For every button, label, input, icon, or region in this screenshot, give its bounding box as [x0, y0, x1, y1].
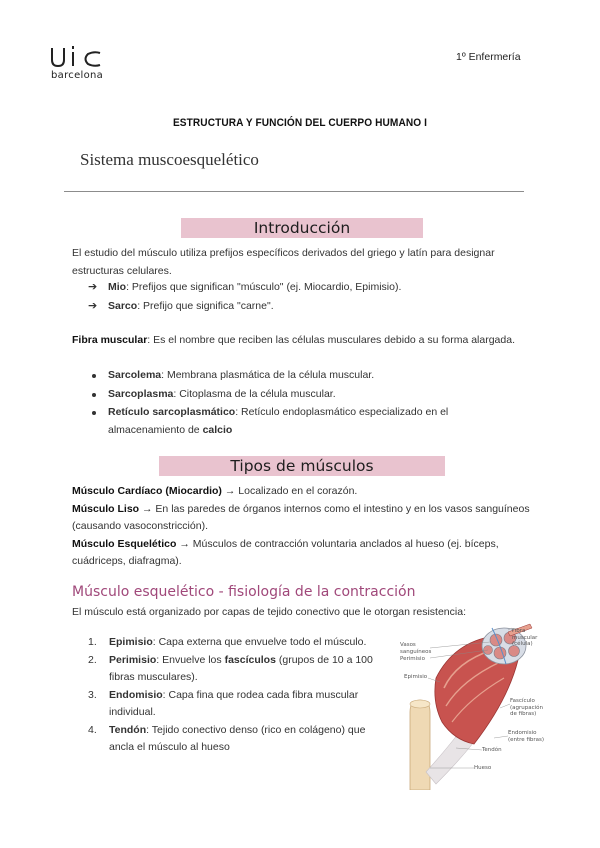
uic-logo-mark	[50, 44, 106, 68]
figure-label-epimisio: Epimisio	[404, 674, 428, 680]
list-item	[88, 297, 401, 316]
term: calcio	[202, 423, 233, 436]
skeletal-paragraph: El músculo está organizado por capas de tejido conectivo que le otorgan resistencia:	[72, 606, 466, 618]
figure-label-tendon: Tendón	[482, 747, 502, 753]
intro-paragraph: El estudio del músculo utiliza prefijos específicos derivados del griego y latín para designar estructuras celulares.	[72, 247, 495, 277]
layer-list	[88, 634, 388, 757]
section-band-introduccion	[181, 218, 423, 238]
item-number: 4.	[88, 723, 97, 736]
term: Músculo Cardíaco (Miocardio)	[72, 485, 222, 497]
term: fascículos	[224, 653, 276, 666]
definition: : Prefijos que significan "músculo" (ej. Miocardio, Epimisio).	[126, 281, 402, 293]
item-number: 1.	[88, 636, 97, 648]
term: Epimisio	[109, 636, 153, 648]
definition: (grupos de 10 a 100 fibras musculares).	[109, 653, 373, 683]
definition: : Tejido conectivo denso (rico en colágeno) que ancla el músculo al hueso	[109, 723, 366, 753]
definition: : Citoplasma de la célula muscular.	[173, 387, 336, 400]
definition: : Membrana plasmática de la célula muscular.	[161, 369, 375, 381]
term: Sarcoplasma	[108, 387, 174, 400]
definition: : Prefijo que significa "carne".	[137, 300, 274, 312]
section-heading-introduccion: Introducción	[253, 219, 351, 237]
item-number: 3.	[88, 688, 97, 701]
arrow-icon: ➔	[88, 300, 98, 312]
list-item	[88, 722, 388, 757]
figure-label-hueso: Hueso	[474, 765, 492, 771]
figure-label-endomisio: Endomisio (entre fibras)	[508, 730, 545, 743]
document-title: ESTRUCTURA Y FUNCIÓN DEL CUERPO HUMANO I	[172, 117, 428, 129]
definition: → Localizado en el corazón.	[221, 485, 358, 497]
muscle-type-item	[72, 501, 532, 536]
list-item	[90, 404, 510, 439]
term: Músculo Esquelético	[72, 537, 177, 550]
term: Perimisio	[109, 653, 157, 666]
term: Sarcolema	[108, 369, 162, 381]
uic-logo	[50, 44, 110, 86]
item-number: 2.	[88, 653, 97, 666]
definition: : Capa externa que envuelve todo el músculo.	[152, 636, 367, 648]
definition: → En las paredes de órganos internos como el intestino y en los vasos sanguíneos (causando vasoconstricción).	[72, 502, 530, 532]
term: Sarco	[108, 300, 138, 312]
term: Retículo sarcoplasmático	[108, 406, 236, 418]
term: Tendón	[109, 723, 147, 736]
definition: : Retículo endoplasmático especializado en el almacenamiento de	[108, 406, 449, 436]
divider	[64, 191, 524, 192]
muscle-type-item	[72, 483, 532, 501]
list-item	[90, 386, 510, 404]
list-item	[88, 278, 401, 297]
muscle-type-item	[72, 536, 532, 571]
fiber-list	[90, 367, 510, 440]
list-item	[88, 634, 388, 652]
definition: : Envuelve los	[156, 653, 225, 666]
course-label: 1º Enfermería	[456, 51, 521, 63]
definition: → Músculos de contracción voluntaria anclados al hueso (ej. bíceps, cuádriceps, diafragma).	[72, 537, 499, 567]
skeletal-heading: Músculo esquelético - fisiología de la contracción	[72, 584, 416, 600]
definition: : Capa fina que rodea cada fibra muscular individual.	[109, 688, 359, 718]
prefix-list	[88, 278, 401, 316]
muscle-anatomy-figure	[396, 622, 546, 790]
arrow-icon: ➔	[88, 281, 98, 293]
definition: : Es el nombre que reciben las células musculares debido a su forma alargada.	[147, 334, 515, 346]
list-item	[88, 652, 388, 687]
section-band-tipos	[159, 456, 445, 476]
muscle-types	[72, 483, 532, 571]
figure-label-vasos: Vasos sanguíneos	[400, 642, 432, 655]
term: Mio	[108, 281, 127, 293]
term: Fibra muscular	[72, 334, 148, 346]
list-item	[90, 367, 510, 385]
fiber-paragraph	[72, 332, 532, 350]
term: Músculo Liso	[72, 502, 140, 515]
logo-wordmark: barcelona	[51, 70, 104, 81]
list-item	[88, 687, 388, 722]
term: Endomisio	[109, 688, 163, 701]
figure-label-fibra: Fibra muscular (célula)	[512, 628, 538, 647]
section-heading-tipos: Tipos de músculos	[230, 457, 374, 475]
figure-label-perimisio: Perimisio	[400, 656, 425, 662]
subject-heading: Sistema muscoesquelético	[80, 150, 259, 169]
figure-label-fasciculo: Fascículo (agrupación de fibras)	[510, 698, 544, 717]
